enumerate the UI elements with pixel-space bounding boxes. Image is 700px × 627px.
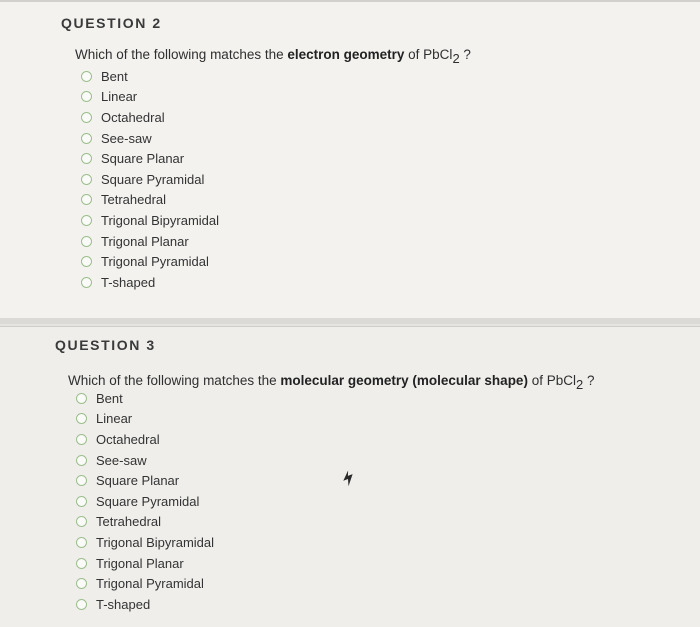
option-label: Square Pyramidal — [101, 171, 205, 187]
question-2-title: QUESTION 2 — [61, 15, 162, 31]
question-3-title: QUESTION 3 — [55, 337, 156, 353]
q2-option-trigonal-bipyramidal[interactable] — [81, 210, 219, 231]
option-label: See-saw — [101, 130, 152, 146]
radio-button[interactable] — [76, 558, 87, 569]
option-label: Square Planar — [101, 151, 185, 167]
radio-button[interactable] — [81, 194, 92, 205]
q2-option-linear[interactable] — [81, 87, 219, 108]
mouse-pointer-icon — [341, 470, 355, 493]
option-label: Tetrahedral — [96, 514, 162, 530]
radio-button[interactable] — [81, 133, 92, 144]
option-label: Tetrahedral — [101, 192, 167, 208]
question-2-prompt-after: of PbCl — [404, 47, 453, 62]
option-label: Square Pyramidal — [96, 493, 200, 509]
option-label: Octahedral — [101, 109, 165, 125]
question-2-options — [81, 66, 219, 293]
radio-button[interactable] — [76, 516, 87, 527]
radio-button[interactable] — [76, 393, 87, 404]
question-2-prompt-subscript: 2 — [452, 51, 460, 66]
question-3-prompt-after: of PbCl — [527, 373, 576, 388]
question-3-options — [76, 388, 214, 615]
q2-option-tetrahedral[interactable] — [81, 190, 219, 211]
option-label: Square Planar — [96, 473, 180, 489]
q2-option-octahedral[interactable] — [81, 107, 219, 128]
radio-button[interactable] — [81, 71, 92, 82]
radio-button[interactable] — [76, 455, 87, 466]
q2-option-trigonal-pyramidal[interactable] — [81, 251, 219, 272]
q3-option-square-pyramidal[interactable] — [76, 491, 214, 512]
q3-option-square-planar[interactable] — [76, 470, 214, 491]
radio-button[interactable] — [81, 112, 92, 123]
radio-button[interactable] — [76, 475, 87, 486]
q3-option-trigonal-bipyramidal[interactable] — [76, 532, 214, 553]
radio-button[interactable] — [81, 174, 92, 185]
radio-button[interactable] — [76, 578, 87, 589]
option-label: Trigonal Bipyramidal — [101, 212, 220, 228]
question-2-prompt-start: Which of the following matches the — [75, 47, 288, 62]
q2-option-bent[interactable] — [81, 66, 219, 87]
q3-option-tetrahedral[interactable] — [76, 512, 214, 533]
option-label: T-shaped — [96, 596, 151, 612]
option-label: Trigonal Pyramidal — [96, 576, 204, 592]
question-divider — [0, 318, 700, 324]
question-3-prompt-subscript: 2 — [575, 377, 584, 392]
q2-option-see-saw[interactable] — [81, 128, 219, 149]
option-label: Linear — [96, 411, 133, 427]
radio-button[interactable] — [81, 91, 92, 102]
q3-option-t-shaped[interactable] — [76, 594, 214, 615]
q3-option-bent[interactable] — [76, 388, 214, 409]
radio-button[interactable] — [76, 496, 87, 507]
radio-button[interactable] — [76, 599, 87, 610]
option-label: Trigonal Planar — [96, 555, 184, 571]
q2-option-square-planar[interactable] — [81, 148, 219, 169]
q3-option-trigonal-planar[interactable] — [76, 553, 214, 574]
option-label: Octahedral — [96, 431, 160, 447]
question-2-prompt-end: ? — [459, 47, 471, 62]
radio-button[interactable] — [81, 236, 92, 247]
option-label: Trigonal Planar — [101, 233, 189, 249]
option-label: Bent — [101, 68, 128, 84]
radio-button[interactable] — [76, 537, 87, 548]
q3-option-see-saw[interactable] — [76, 450, 214, 471]
radio-button[interactable] — [81, 215, 92, 226]
question-2-prompt — [75, 47, 471, 66]
radio-button[interactable] — [76, 413, 87, 424]
question-3-prompt-end: ? — [583, 373, 595, 388]
radio-button[interactable] — [81, 256, 92, 267]
q3-option-octahedral[interactable] — [76, 429, 214, 450]
option-label: Linear — [101, 89, 138, 105]
radio-button[interactable] — [76, 434, 87, 445]
question-3-prompt-start: Which of the following matches the — [68, 373, 281, 388]
radio-button[interactable] — [81, 277, 92, 288]
option-label: See-saw — [96, 452, 147, 468]
option-label: Bent — [96, 390, 123, 406]
question-2-prompt-bold: electron geometry — [287, 47, 405, 62]
radio-button[interactable] — [81, 153, 92, 164]
question-3-prompt-bold: molecular geometry (molecular shape) — [280, 373, 528, 388]
option-label: Trigonal Pyramidal — [101, 254, 209, 270]
q2-option-t-shaped[interactable] — [81, 272, 219, 293]
q2-option-square-pyramidal[interactable] — [81, 169, 219, 190]
q3-option-linear[interactable] — [76, 409, 214, 430]
option-label: T-shaped — [101, 274, 156, 290]
q3-option-trigonal-pyramidal[interactable] — [76, 573, 214, 594]
option-label: Trigonal Bipyramidal — [96, 534, 215, 550]
q2-option-trigonal-planar[interactable] — [81, 231, 219, 252]
